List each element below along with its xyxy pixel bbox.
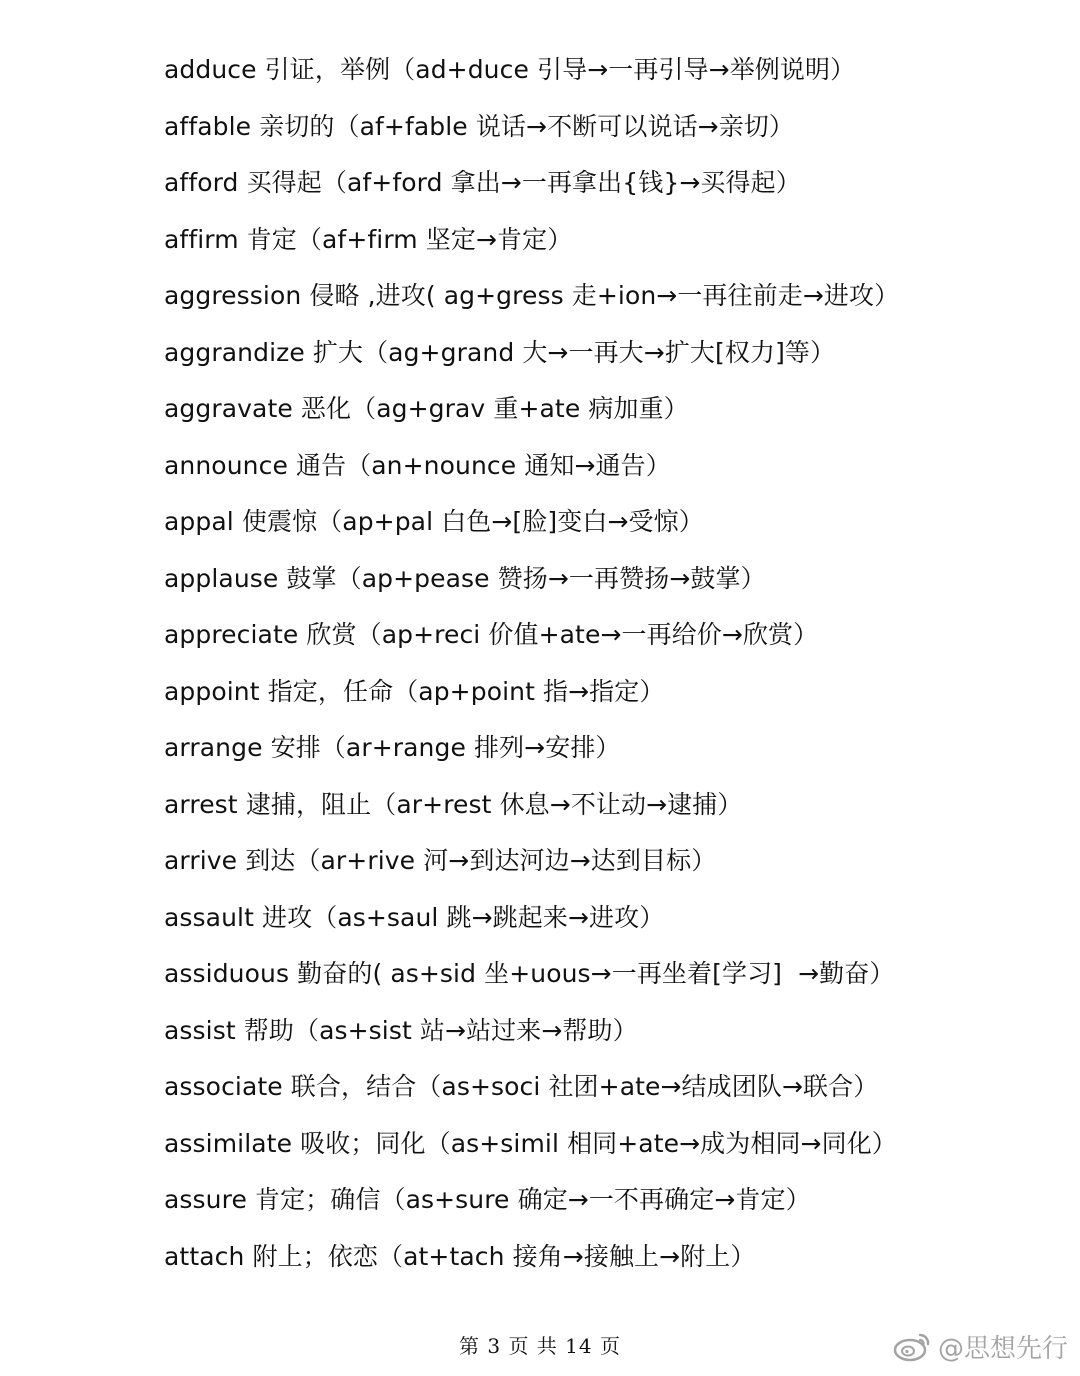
- vocabulary-list: [164, 48, 1044, 1291]
- vocab-entry: [164, 48, 1044, 105]
- watermark-text: @思想先行: [937, 1333, 1068, 1364]
- entry-text: assault 进攻（as+saul 跳→跳起来→进攻）: [164, 902, 665, 932]
- entry-text: arrest 逮捕，阻止（ar+rest 休息→不让动→逮捕）: [164, 789, 743, 819]
- entry-text: aggression 侵略 ,进攻( ag+gress 走+ion→一再往前走→进攻）: [164, 281, 900, 310]
- vocab-entry: [164, 1122, 1044, 1179]
- vocab-entry: [164, 1178, 1044, 1235]
- vocab-entry: [164, 105, 1044, 162]
- entry-text: announce 通告（an+nounce 通知→通告）: [164, 450, 671, 480]
- vocab-entry: [164, 387, 1044, 444]
- vocab-entry: [164, 839, 1044, 896]
- vocab-entry: [164, 331, 1044, 388]
- entry-text: afford 买得起（af+ford 拿出→一再拿出{钱}→买得起）: [164, 168, 801, 197]
- entry-text: attach 附上；依恋（at+tach 接角→接触上→附上）: [164, 1241, 756, 1271]
- vocab-entry: [164, 613, 1044, 670]
- vocab-entry: [164, 500, 1044, 557]
- vocab-entry: [164, 1009, 1044, 1066]
- vocab-entry: [164, 161, 1044, 218]
- page-number: 第 3 页 共 14 页: [459, 1334, 621, 1358]
- vocab-entry: [164, 1065, 1044, 1122]
- entry-text: affable 亲切的（af+fable 说话→不断可以说话→亲切）: [164, 111, 795, 141]
- vocab-entry: [164, 274, 1044, 331]
- entry-text: appoint 指定，任命（ap+point 指→指定）: [164, 676, 665, 706]
- entry-text: arrive 到达（ar+rive 河→到达河边→达到目标）: [164, 846, 717, 875]
- entry-text: applause 鼓掌（ap+pease 赞扬→一再赞扬→鼓掌）: [164, 563, 766, 593]
- entry-text: appreciate 欣赏（ap+reci 价值+ate→一再给价→欣赏）: [164, 620, 819, 649]
- watermark: [892, 1326, 1068, 1366]
- entry-text: aggravate 恶化（ag+grav 重+ate 病加重）: [164, 394, 689, 423]
- entry-text: arrange 安排（ar+range 排列→安排）: [164, 733, 621, 762]
- vocab-entry: [164, 670, 1044, 727]
- entry-text: appal 使震惊（ap+pal 白色→[脸]变白→受惊）: [164, 507, 704, 536]
- entry-text: aggrandize 扩大（ag+grand 大→一再大→扩大[权力]等）: [164, 337, 836, 367]
- vocab-entry: [164, 557, 1044, 614]
- weibo-icon: [892, 1330, 932, 1362]
- entry-text: assimilate 吸收；同化（as+simil 相同+ate→成为相同→同化）: [164, 1128, 897, 1158]
- entry-text: assure 肯定；确信（as+sure 确定→一不再确定→肯定）: [164, 1185, 811, 1214]
- vocab-entry: [164, 444, 1044, 501]
- vocab-entry: [164, 783, 1044, 840]
- entry-text: assiduous 勤奋的( as+sid 坐+uous→一再坐着[学习] →勤奋）: [164, 959, 895, 988]
- vocab-entry: [164, 726, 1044, 783]
- entry-text: associate 联合，结合（as+soci 社团+ate→结成团队→联合）: [164, 1072, 879, 1101]
- vocab-entry: [164, 218, 1044, 275]
- entry-text: adduce 引证，举例（ad+duce 引导→一再引导→举例说明）: [164, 55, 856, 84]
- vocab-entry: [164, 952, 1044, 1009]
- vocab-entry: [164, 1235, 1044, 1292]
- vocab-entry: [164, 896, 1044, 953]
- entry-text: affirm 肯定（af+firm 坚定→肯定）: [164, 224, 573, 254]
- entry-text: assist 帮助（as+sist 站→站过来→帮助）: [164, 1015, 638, 1045]
